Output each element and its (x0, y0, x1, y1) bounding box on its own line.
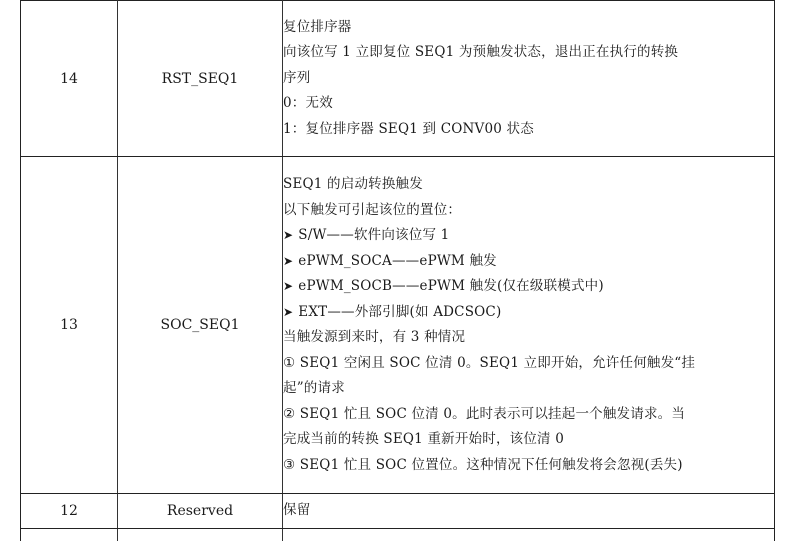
description-line: ③ SEQ1 忙且 SOC 位置位。这种情况下任何触发将会忽视(丢失) (283, 456, 683, 473)
table-row (21, 494, 775, 529)
bullet-text: EXT——外部引脚(如 ADCSOC) (298, 303, 502, 320)
description-cell (283, 529, 775, 542)
description-line: 完成当前的转换 SEQ1 重新开始时，该位清 0 (283, 431, 565, 447)
bullet-text: ePWM_SOCA——ePWM 触发 (298, 252, 497, 269)
field-name-cell (118, 529, 283, 542)
bit-cell: 14 (21, 1, 118, 157)
table-row-continuation (21, 529, 775, 542)
description-line (283, 274, 774, 300)
description-line: 以下触发可引起该位的置位： (283, 201, 462, 218)
register-table (20, 0, 775, 541)
description-line: ① SEQ1 空闲且 SOC 位清 0。SEQ1 立即开始，允许任何触发“挂 (283, 354, 696, 371)
description-line: ② SEQ1 忙且 SOC 位清 0。此时表示可以挂起一个触发请求。当 (283, 405, 686, 422)
table-row (21, 157, 775, 494)
table-row (21, 1, 775, 157)
bullet-text: ePWM_SOCB——ePWM 触发(仅在级联模式中) (298, 278, 604, 294)
field-name-cell: RST_SEQ1 (118, 1, 283, 157)
description-line (283, 300, 774, 326)
description-line: SEQ1 的启动转换触发 (283, 176, 423, 192)
description-line: 序列 (283, 69, 311, 86)
description-line: 向该位写 1 立即复位 SEQ1 为预触发状态，退出正在执行的转换 (283, 44, 679, 61)
description-cell (283, 1, 775, 157)
field-name-cell: Reserved (118, 494, 283, 529)
arrow-bullet-icon: ➤ (283, 228, 294, 242)
bit-cell (21, 529, 118, 542)
description-line (283, 223, 774, 249)
arrow-bullet-icon: ➤ (283, 304, 294, 319)
description-line: 复位排序器 (283, 18, 352, 35)
description-line: 0：无效 (283, 95, 333, 112)
arrow-bullet-icon: ➤ (283, 253, 294, 268)
bullet-text: S/W——软件向该位写 1 (298, 227, 450, 243)
description-line: 当触发源到来时，有 3 种情况 (283, 329, 466, 345)
description-line (283, 249, 774, 275)
arrow-bullet-icon: ➤ (283, 279, 294, 293)
bit-cell: 13 (21, 157, 118, 494)
field-name-cell: SOC_SEQ1 (118, 157, 283, 494)
bit-cell: 12 (21, 494, 118, 529)
description-line: 1：复位排序器 SEQ1 到 CONV00 状态 (283, 120, 534, 137)
description-line: 起”的请求 (283, 380, 345, 396)
description-cell (283, 494, 775, 529)
description-cell (283, 157, 775, 494)
description-line: 保留 (283, 502, 311, 519)
